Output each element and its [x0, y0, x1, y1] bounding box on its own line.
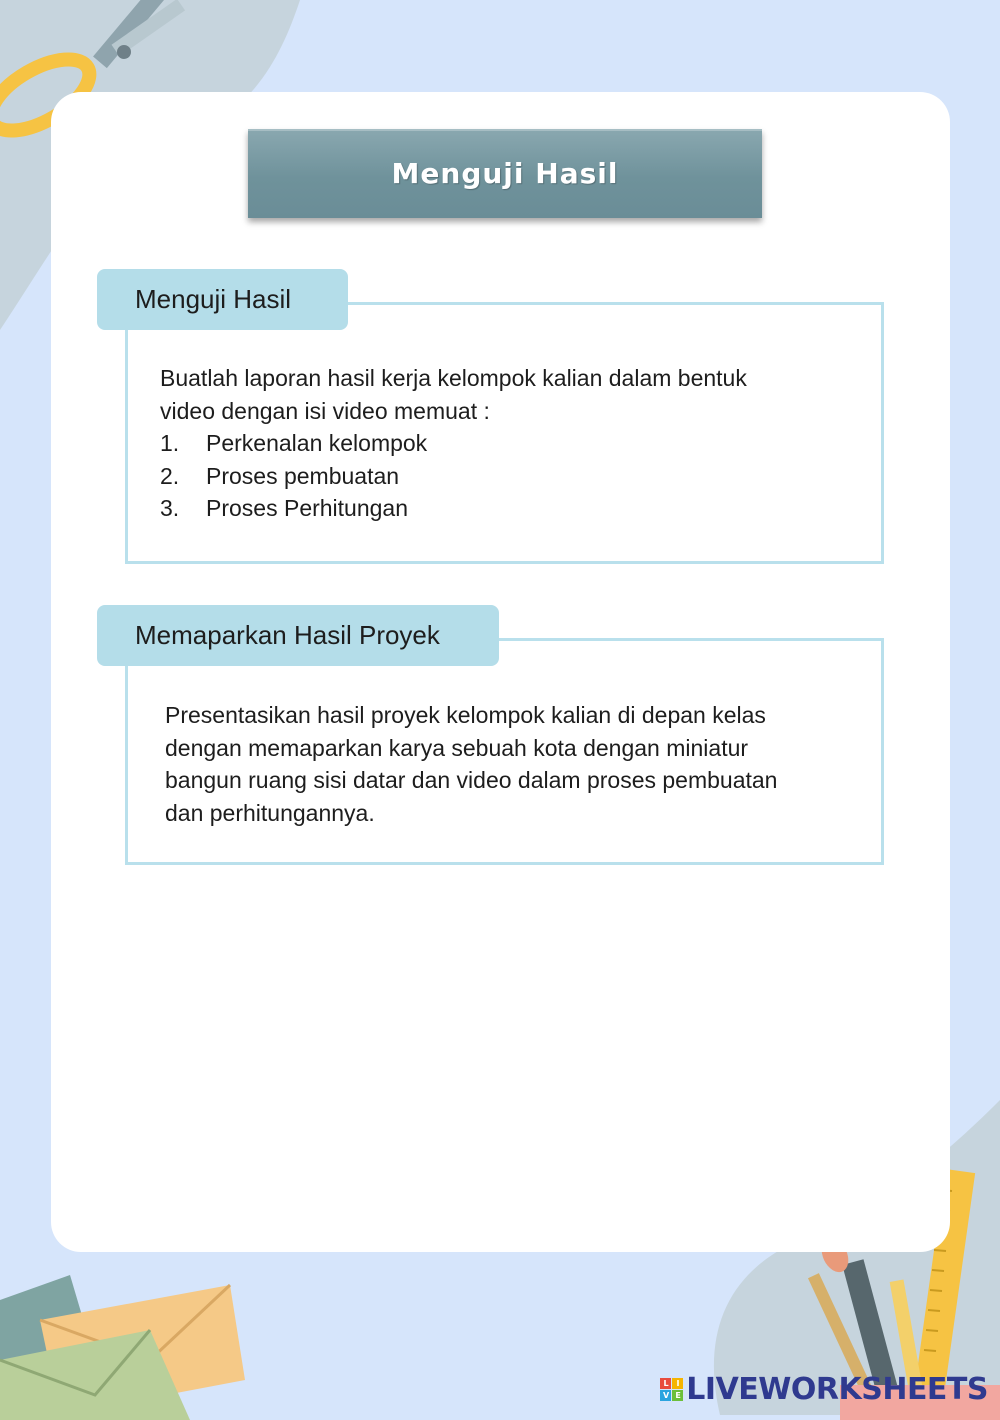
logo-mark-icon: L I V E — [660, 1378, 683, 1401]
section-body-memaparkan — [165, 699, 865, 829]
brand-name: LIVEWORKSHEETS — [686, 1372, 988, 1407]
section-tab-memaparkan — [97, 605, 499, 666]
body-line: Presentasikan hasil proyek kelompok kalian di depan kelas — [165, 702, 766, 728]
section-body-menguji-hasil — [160, 362, 860, 525]
list-item — [160, 492, 860, 525]
list-number: 1. — [160, 430, 180, 456]
list-number: 3. — [160, 495, 180, 521]
title-banner — [248, 129, 762, 218]
liveworksheets-logo[interactable] — [660, 1372, 988, 1407]
list-item — [160, 427, 860, 460]
section-tab-label: Menguji Hasil — [135, 284, 292, 314]
section-tab-menguji-hasil — [97, 269, 348, 330]
section-tab-label: Memaparkan Hasil Proyek — [135, 620, 440, 650]
page-title: Menguji Hasil — [391, 157, 619, 190]
list-text: Perkenalan kelompok — [206, 430, 428, 456]
list-text: Proses Perhitungan — [206, 495, 409, 521]
intro-line: Buatlah laporan hasil kerja kelompok kalian dalam bentuk — [160, 365, 747, 391]
list-item — [160, 460, 860, 493]
list-number: 2. — [160, 462, 180, 489]
body-line: dan perhitungannya. — [165, 799, 375, 826]
intro-line: video dengan isi video memuat : — [160, 397, 490, 424]
list-text: Proses pembuatan — [206, 462, 400, 489]
envelope-icon — [0, 1260, 260, 1420]
body-line: bangun ruang sisi datar dan video dalam proses pembuatan — [165, 767, 778, 793]
body-line: dengan memaparkan karya sebuah kota dengan miniatur — [165, 734, 749, 761]
